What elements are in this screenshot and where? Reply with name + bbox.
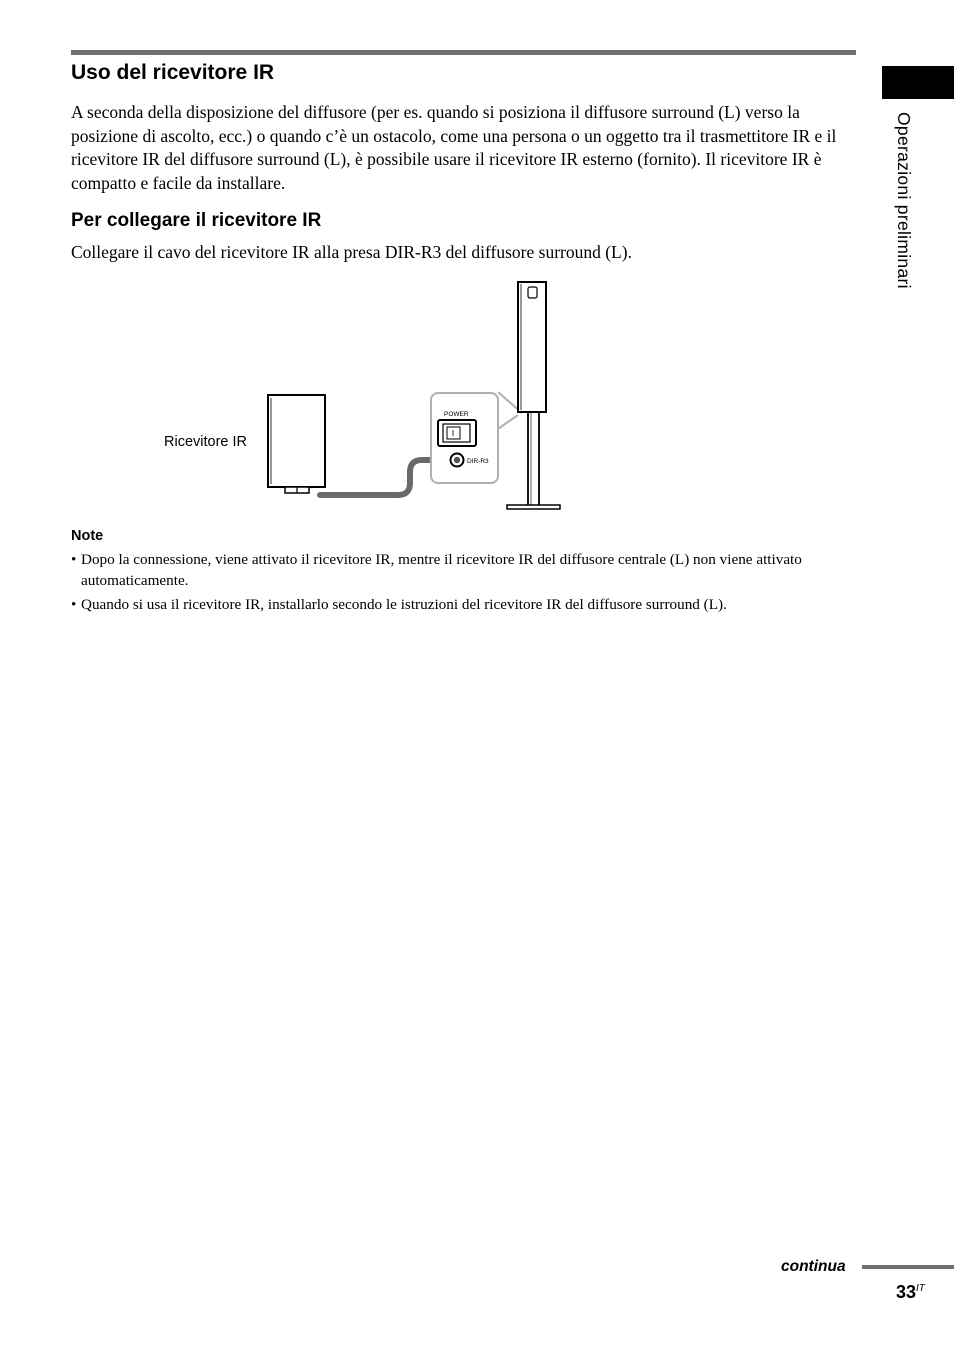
connection-diagram [150, 275, 580, 520]
section-body: A seconda della disposizione del diffusore (per es. quando si posiziona il diffusore surround (L) verso la posizione di ascolto, ecc.) o quando c’è un ostacolo, come una persona o un oggetto tra il trasmettitore IR e il ricevitore IR del diffusore surround (L), è possibile usare il ricevitore IR esterno (fornito). Il ricevitore IR è compatto e facile da installare. [71, 102, 837, 194]
page-number-value: 33 [896, 1282, 917, 1302]
note-text: Quando si usa il ricevitore IR, installarlo secondo le istruzioni del ricevitore IR del diffusore surround (L). [81, 596, 727, 613]
section-title: Uso del ricevitore IR [71, 61, 275, 84]
ir-receiver [268, 395, 325, 493]
power-label: POWER [444, 411, 469, 418]
side-tab-label: Operazioni preliminari [894, 112, 914, 289]
top-rule [71, 50, 856, 55]
jack-label: DIR-R3 [467, 458, 489, 465]
note-item [71, 594, 846, 615]
subsection-instruction: Collegare il cavo del ricevitore IR alla presa DIR-R3 del diffusore surround (L). [71, 242, 632, 262]
speaker-rear-panel-zoom [431, 393, 498, 483]
surround-speaker [507, 282, 560, 509]
note-item [71, 549, 846, 591]
notes-title: Note [71, 528, 104, 544]
subsection-title: Per collegare il ricevitore IR [71, 210, 322, 231]
bullet: • [71, 551, 77, 568]
page-number [896, 1281, 925, 1303]
receiver-label: Ricevitore IR [164, 434, 247, 450]
note-text: Dopo la connessione, viene attivato il ricevitore IR, mentre il ricevitore IR del diffusore centrale (L) non viene attivato automaticamente. [81, 551, 802, 589]
page-number-suffix: IT [916, 1283, 925, 1294]
bullet: • [71, 596, 77, 613]
continua-label: continua [781, 1258, 846, 1275]
notes-list [71, 549, 846, 618]
continua-rule [862, 1265, 954, 1269]
side-tab-marker [882, 66, 954, 99]
